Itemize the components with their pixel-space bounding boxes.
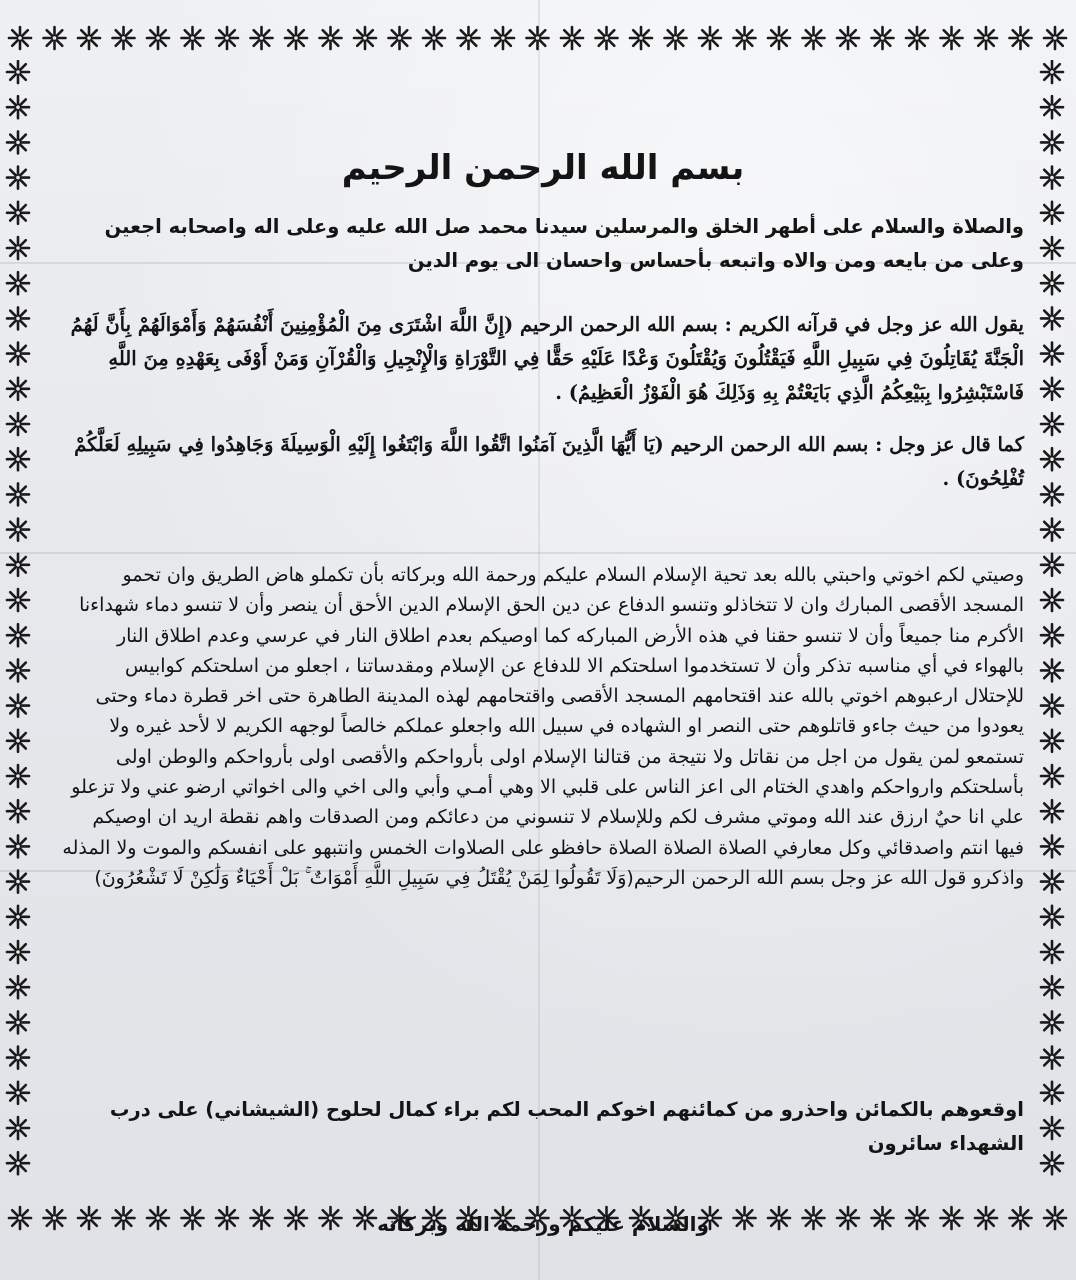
asterisk-flower-icon: [7, 483, 29, 505]
asterisk-flower-icon: [7, 871, 29, 893]
asterisk-flower-icon: [113, 27, 135, 49]
asterisk-flower-icon: [492, 27, 514, 49]
asterisk-flower-icon: [7, 61, 29, 83]
asterisk-flower-icon: [354, 27, 376, 49]
quran-verse-paragraph: يقول الله عز وجل في قرآنه الكريم : بسم الله الرحمن الرحيم (إِنَّ اللَّهَ اشْتَرَى مِنَ الْمُؤْمِنِينَ أَنْفُسَهُمْ وَأَمْوَالَهُمْ بِأَنَّ لَهُمُ الْجَنَّةَ يُقَاتِلُونَ فِي سَبِيلِ اللَّهِ فَيَقْتُلُونَ وَيُقْتَلُونَ وَعْدًا عَلَيْهِ حَقًّا فِي التَّوْرَاةِ وَالْإِنْجِيلِ وَالْقُرْآنِ وَمَنْ أَوْفَى بِعَهْدِهِ مِنَ اللَّهِ فَاسْتَبْشِرُوا بِبَيْعِكُمُ الَّذِي بَايَعْتُمْ بِهِ وَذَلِكَ هُوَ الْفَوْزُ الْعَظِيمُ) .: [70, 313, 1024, 404]
asterisk-flower-icon: [1010, 27, 1032, 49]
asterisk-flower-icon: [1041, 1117, 1063, 1139]
asterisk-flower-icon: [1041, 61, 1063, 83]
asterisk-flower-icon: [1041, 272, 1063, 294]
asterisk-flower-icon: [7, 96, 29, 118]
asterisk-flower-icon: [906, 27, 928, 49]
asterisk-flower-icon: [7, 272, 29, 294]
asterisk-flower-icon: [734, 27, 756, 49]
closing-note: اوقعوهم بالكمائن واحذرو من كمائنهم اخوكم المحب لكم براء كمال لحلوح (الشيشاني) على درب الشهداء سائرون: [109, 1098, 1024, 1155]
asterisk-flower-icon: [803, 27, 825, 49]
asterisk-flower-icon: [1041, 906, 1063, 928]
asterisk-flower-icon: [1041, 202, 1063, 224]
asterisk-flower-icon: [7, 519, 29, 541]
asterisk-flower-icon: [7, 413, 29, 435]
asterisk-flower-icon: [1041, 800, 1063, 822]
document-title: بسم الله الرحمن الرحيم: [341, 148, 745, 188]
asterisk-flower-icon: [1041, 519, 1063, 541]
asterisk-flower-icon: [975, 27, 997, 49]
asterisk-flower-icon: [1041, 131, 1063, 153]
asterisk-flower-icon: [78, 27, 100, 49]
asterisk-flower-icon: [251, 27, 273, 49]
asterisk-flower-icon: [1041, 871, 1063, 893]
asterisk-flower-icon: [389, 27, 411, 49]
asterisk-flower-icon: [1041, 378, 1063, 400]
asterisk-flower-icon: [1041, 554, 1063, 576]
asterisk-flower-icon: [7, 800, 29, 822]
asterisk-flower-icon: [7, 237, 29, 259]
asterisk-flower-icon: [7, 554, 29, 576]
asterisk-flower-icon: [1041, 624, 1063, 646]
asterisk-flower-icon: [7, 1152, 29, 1174]
asterisk-flower-icon: [7, 589, 29, 611]
asterisk-flower-icon: [7, 448, 29, 470]
asterisk-flower-icon: [1041, 96, 1063, 118]
asterisk-flower-icon: [7, 1117, 29, 1139]
asterisk-flower-icon: [1041, 589, 1063, 611]
asterisk-flower-icon: [1041, 835, 1063, 857]
asterisk-flower-icon: [596, 27, 618, 49]
asterisk-flower-icon: [7, 941, 29, 963]
quran-verse-paragraph-2: كما قال عز وجل : بسم الله الرحمن الرحيم (يَا أَيُّهَا الَّذِينَ آمَنُوا اتَّقُوا اللَّهَ وَابْتَغُوا إِلَيْهِ الْوَسِيلَةَ وَجَاهِدُوا فِي سَبِيلِهِ لَعَلَّكُمْ تُفْلِحُونَ) .: [74, 433, 1024, 490]
asterisk-flower-icon: [1041, 167, 1063, 189]
sign-off: والسلام عليكم ورحمة الله وبركاته: [377, 1212, 709, 1236]
asterisk-flower-icon: [1041, 343, 1063, 365]
asterisk-flower-icon: [320, 27, 342, 49]
asterisk-flower-icon: [699, 27, 721, 49]
asterisk-flower-icon: [9, 1207, 31, 1229]
asterisk-flower-icon: [423, 27, 445, 49]
asterisk-flower-icon: [7, 1011, 29, 1033]
asterisk-flower-icon: [9, 27, 31, 49]
asterisk-flower-icon: [1041, 695, 1063, 717]
asterisk-flower-icon: [7, 307, 29, 329]
asterisk-flower-icon: [7, 730, 29, 752]
asterisk-flower-icon: [1041, 659, 1063, 681]
asterisk-flower-icon: [1041, 1011, 1063, 1033]
asterisk-flower-icon: [1041, 448, 1063, 470]
asterisk-flower-icon: [1044, 1207, 1066, 1229]
asterisk-flower-icon: [941, 27, 963, 49]
asterisk-flower-icon: [7, 378, 29, 400]
asterisk-flower-icon: [216, 27, 238, 49]
asterisk-flower-icon: [1041, 976, 1063, 998]
asterisk-flower-icon: [1041, 1047, 1063, 1069]
asterisk-flower-icon: [7, 343, 29, 365]
asterisk-flower-icon: [1041, 765, 1063, 787]
asterisk-flower-icon: [7, 1047, 29, 1069]
asterisk-flower-icon: [630, 27, 652, 49]
asterisk-flower-icon: [7, 624, 29, 646]
asterisk-flower-icon: [7, 976, 29, 998]
asterisk-flower-icon: [1041, 237, 1063, 259]
ornament-border-right: [1030, 60, 1070, 1200]
asterisk-flower-icon: [147, 27, 169, 49]
asterisk-flower-icon: [1041, 1082, 1063, 1104]
asterisk-flower-icon: [7, 765, 29, 787]
asterisk-flower-icon: [768, 27, 790, 49]
asterisk-flower-icon: [1041, 730, 1063, 752]
asterisk-flower-icon: [7, 167, 29, 189]
asterisk-flower-icon: [1041, 941, 1063, 963]
asterisk-flower-icon: [44, 27, 66, 49]
asterisk-flower-icon: [285, 27, 307, 49]
asterisk-flower-icon: [665, 27, 687, 49]
asterisk-flower-icon: [1041, 413, 1063, 435]
asterisk-flower-icon: [7, 1082, 29, 1104]
asterisk-flower-icon: [527, 27, 549, 49]
asterisk-flower-icon: [7, 906, 29, 928]
ornament-border-left: [0, 60, 40, 1200]
asterisk-flower-icon: [7, 131, 29, 153]
asterisk-flower-icon: [872, 27, 894, 49]
asterisk-flower-icon: [837, 27, 859, 49]
asterisk-flower-icon: [7, 202, 29, 224]
intro-paragraph: والصلاة والسلام على أطهر الخلق والمرسلين سيدنا محمد صل الله عليه وعلى اله واصحابه اجعين وعلى من بايعه ومن والاه واتبعه بأحساس واحسان الى يوم الدين: [104, 215, 1024, 272]
asterisk-flower-icon: [7, 659, 29, 681]
asterisk-flower-icon: [7, 835, 29, 857]
asterisk-flower-icon: [561, 27, 583, 49]
asterisk-flower-icon: [1041, 483, 1063, 505]
asterisk-flower-icon: [182, 27, 204, 49]
will-paragraph: وصيتي لكم اخوتي واحبتي بالله بعد تحية الإسلام السلام عليكم ورحمة الله وبركاته بأن تكملو هاض الطريق وان تحمو المسجد الأقصى المبارك وان لا تتخاذلو وتنسو الدفاع عن دين الحق الإسلام الدين الأحق أن ينصر وأن لا تنسو دماء شهداءنا الأكرم منا جميعاً وأن لا تنسو حقنا في هذه الأرض المباركه كما اوصيكم بعدم اطلاق النار في عرسي وعدم اطلاق النار بالهواء في أي مناسبه تذكر وأن لا تستخدموا اسلحتكم الا للدفاع عن الإسلام ومقدساتنا ، اجعلو من اسلحتكم كوابيس للإحتلال ارعبوهم اخوتي بالله عند اقتحامهم المسجد الأقصى واقتحامهم لهذه المدينة الطاهرة حتى اخر قطرة دماء وحتى يعودوا من حيث جاءو قاتلوهم حتى النصر او الشهاده في سبيل الله واجعلو عملكم خالصاً لوجهه الكريم لا لأحد غيره ولا تستمعو لمن يقول من اجل من نقاتل ولا نتيجة من قتالنا الإسلام اولى بأرواحكم والأقصى اولى بأرواحكم والوطن اولى بأسلحتكم وارواحكم واهدي الختام الى اعز الناس على قلبي الا وهي أمـي وأبي والى اخي والى اخواتي ارضو عني ولا تزعلو علي انا حيٌ ارزق عند الله وموتي مشرف لكم وللإسلام لا تنسوني من دعائكم ومن الصدقات واهم نقطة اريد ان اوصيكم فيها انتم واصدقائي وكل معارفي الصلاة الصلاة الصلاة حافظو على الصلاوات الخمس وانتبهو على انفسكم والموت ولا المذله واذكرو قول الله عز وجل بسم الله الرحمن الرحيم(وَلَا تَقُولُوا لِمَنْ يُقْتَلُ فِي سَبِيلِ اللَّهِ أَمْوَاتٌ ۚ بَلْ أَحْيَاءٌ وَلَٰكِنْ لَا تَشْعُرُونَ): [62, 564, 1024, 889]
ornament-border-top: [0, 18, 1076, 58]
asterisk-flower-icon: [7, 695, 29, 717]
asterisk-flower-icon: [1041, 307, 1063, 329]
asterisk-flower-icon: [458, 27, 480, 49]
asterisk-flower-icon: [1041, 1152, 1063, 1174]
asterisk-flower-icon: [1044, 27, 1066, 49]
